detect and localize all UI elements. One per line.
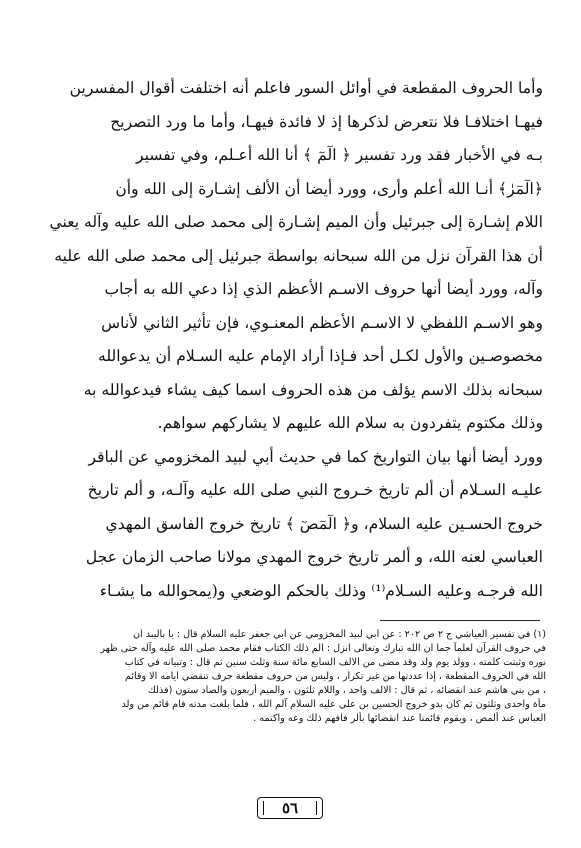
text-line: وذلك مكتوم يتفردون به سلام الله عليهم لا يشاركهم سواهم. [157,414,543,432]
text-line: ﴿الٓمٓرٰ﴾ أنـا الله أعلم وأرى، وورد أيضا أن الألف إشـارة إلى الله وأن [115,179,543,198]
text-line: اللام إشـارة إلى جبرئيل وأن الميم إشـارة إلى محمد صلى الله عليه وآله يعني [49,213,543,231]
page-number: ٥٦ [257,797,323,819]
text-line: الله فرجـه وعليه السـلام⁽¹⁾ وذلك بالحكم الوضعي و(يمحوالله ما يشـاء [99,581,543,600]
footnote-divider [380,620,540,621]
footnote-line: نوره وثبتت كلمته ، وولد يوم ولد وقد مضى من الالف السابع مائة سنة وثلث سنين ثم قال : وتبيانه في كتاب [124,657,546,668]
text-line: خروج الحسـين عليه السلام، و﴿ الٓمٓصٓ ﴾ تاريخ خروج الفاسق المهدي [105,514,543,533]
main-text [40,72,543,608]
text-line: فيهـا اختلافـا فلا نتعرض لذكرها إذ لا فائدة فيهـا، وأما ما ورد التصريح [110,112,543,131]
text-line: أن هذا القرآن نزل من الله سبحانه بواسطة جبرئيل إلى محمد صلى الله عليه [54,246,543,265]
text-line: عليـه السـلام أن ألم تاريخ خـروج النبي صلى الله عليه وآلـه، و ألم تاريخ [87,481,543,499]
text-line: وهو الاسـم اللفظي لا الاسـم الأعظم المعنـوي، فإن تأثير الثاني لأناس [101,313,543,332]
text-line: مخصوصـين والأول لكـل أحد فـإذا أراد الإمام عليه السـلام أن يدعوالله [98,347,543,365]
footnote-line: ، من بني هاشم عند انقضائه ، ثم قال : الالف واحد ، واللام ثلثون ، والميم أربعون والصاد ستون (فذلك [147,685,546,696]
text-line: بـه في الأخبار فقد ورد تفسير ﴿ الٓمٓ ﴾ أنا الله أعـلم، وفي تفسير [136,146,543,164]
text-line: العباسي لعنه الله، و ألمر تاريخ خروج المهدي مولانا صاحب الزمان عجل [85,548,543,566]
footnote-line: الله في الحروف المقطعة ، إذا عددتها من غير تكرار ، وليس من حروف مقطعة حرف تنقضي ايامه الا وقائم [124,671,546,682]
footnote-line: في حروف القرآن لعلماً جما ان الله تبارك وتعالى انزل : الم ذلك الكتاب فقام محمد صلى الله عليه وآله حتى ظهر [100,643,546,654]
footnote-line: مأة واحدى وثلثون ثم كان بدو خروج الحسين بن علي عليه السلام آلم الله ، فلما بلغت مدته قام قائم من ولد [121,699,546,710]
footnote-line: العباس عند ألمص ، ويقوم قائمنا عند انقضائها بألر فافهم ذلك وعه واكتمه . [253,713,546,724]
footnotes [28,628,546,726]
text-line: وورد أيضا أنها بيان التواريخ كما في حديث أبي لبيد المخزومي عن الباقر [88,447,543,466]
text-line: وآله، وورد أيضا أنها حروف الاسـم الأعظم الذي إذا دعي الله به أجاب [104,280,543,298]
footnote-line: (١) في تفسير العياشي ج ٢ ص ٢٠٢ : عن ابي لبيد المخزومي عن ابي جعفر عليه السلام قال : يا باليبد ان [133,629,546,640]
text-line: وأما الحروف المقطعة في أوائل السور فاعلم أنه اختلفت أقوال المفسرين [69,79,543,97]
text-line: سبحانه بذلك الاسم يؤلف من هذه الحروف اسما كيف يشاء فيدعوالله به [83,380,543,399]
